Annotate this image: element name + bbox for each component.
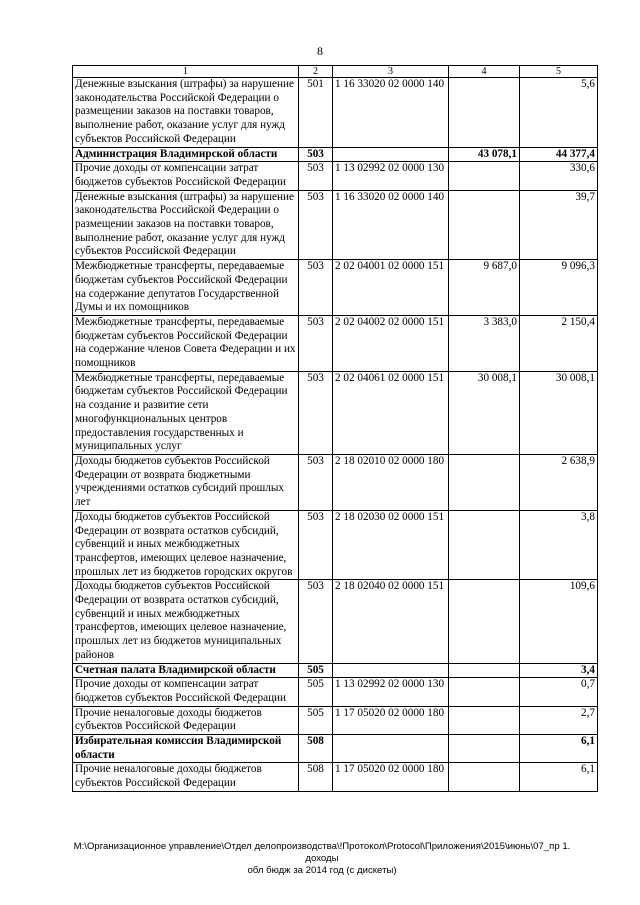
header-col-3: 3 [333, 66, 449, 78]
admin-code: 505 [299, 706, 333, 734]
admin-code: 503 [299, 315, 333, 371]
admin-code: 508 [299, 763, 333, 791]
actual-amount: 2 638,9 [520, 454, 598, 510]
budget-code: 1 13 02992 02 0000 130 [333, 162, 449, 190]
table-row [73, 315, 598, 371]
planned-amount [449, 454, 520, 510]
planned-amount: 30 008,1 [449, 371, 520, 454]
row-name: Межбюджетные трансферты, передаваемые бюджетам субъектов Российской Федерации на содержание членов Совета Федерации и их помощников [73, 315, 299, 371]
row-name: Доходы бюджетов субъектов Российской Федерации от возврата остатков субсидий, субвенций и иных межбюджетных трансфертов, имеющих целевое назначение, прошлых лет из бюджетов городских округов [73, 510, 299, 580]
actual-amount: 0,7 [520, 678, 598, 706]
admin-code: 501 [299, 78, 333, 148]
table-row [73, 706, 598, 734]
header-col-2: 2 [299, 66, 333, 78]
actual-amount: 330,6 [520, 162, 598, 190]
budget-code: 2 18 02040 02 0000 151 [333, 580, 449, 663]
actual-amount: 39,7 [520, 190, 598, 260]
admin-code: 503 [299, 190, 333, 260]
admin-code: 503 [299, 162, 333, 190]
admin-code: 503 [299, 371, 333, 454]
admin-code: 503 [299, 147, 333, 162]
actual-amount: 6,1 [520, 763, 598, 791]
section-row [73, 735, 598, 763]
budget-code: 1 16 33020 02 0000 140 [333, 190, 449, 260]
budget-code: 2 18 02030 02 0000 151 [333, 510, 449, 580]
planned-amount [449, 190, 520, 260]
budget-code: 2 02 04002 02 0000 151 [333, 315, 449, 371]
page-number: 8 [317, 44, 323, 58]
budget-code: 2 18 02010 02 0000 180 [333, 454, 449, 510]
footer-line-1: M:\Организационное управление\Отдел делопроизводства\!Протокол\Protocol\Приложения\2015\июнь\07_пр 1. доходы [73, 841, 571, 864]
actual-amount: 2 150,4 [520, 315, 598, 371]
table-row [73, 763, 598, 791]
actual-amount: 3,8 [520, 510, 598, 580]
table-row [73, 580, 598, 663]
planned-amount [449, 78, 520, 148]
admin-code: 503 [299, 510, 333, 580]
actual-amount: 9 096,3 [520, 260, 598, 316]
row-name: Прочие доходы от компенсации затрат бюджетов субъектов Российской Федерации [73, 162, 299, 190]
actual-amount: 5,6 [520, 78, 598, 148]
table-row [73, 510, 598, 580]
table-row [73, 190, 598, 260]
row-name: Прочие неналоговые доходы бюджетов субъектов Российской Федерации [73, 763, 299, 791]
admin-code: 503 [299, 260, 333, 316]
budget-code [333, 663, 449, 678]
budget-code [333, 147, 449, 162]
row-name: Прочие доходы от компенсации затрат бюджетов субъектов Российской Федерации [73, 678, 299, 706]
planned-amount [449, 162, 520, 190]
planned-amount [449, 706, 520, 734]
row-name: Межбюджетные трансферты, передаваемые бюджетам субъектов Российской Федерации на содержание депутатов Государственной Думы и их помощников [73, 260, 299, 316]
actual-amount: 6,1 [520, 735, 598, 763]
header-row [73, 66, 598, 78]
admin-code: 503 [299, 580, 333, 663]
footer-line-2: обл бюдж за 2014 год (с дискеты) [247, 865, 397, 876]
row-name: Доходы бюджетов субъектов Российской Федерации от возврата бюджетными учреждениями остатков субсидий прошлых лет [73, 454, 299, 510]
section-row [73, 147, 598, 162]
row-name: Администрация Владимирской области [73, 147, 299, 162]
table-row [73, 260, 598, 316]
budget-code: 1 13 02992 02 0000 130 [333, 678, 449, 706]
admin-code: 505 [299, 663, 333, 678]
planned-amount [449, 735, 520, 763]
row-name: Счетная палата Владимирской области [73, 663, 299, 678]
table-row [73, 162, 598, 190]
planned-amount [449, 663, 520, 678]
actual-amount: 2,7 [520, 706, 598, 734]
header-col-1: 1 [73, 66, 299, 78]
budget-code: 1 17 05020 02 0000 180 [333, 763, 449, 791]
budget-code: 1 17 05020 02 0000 180 [333, 706, 449, 734]
file-path-footer [62, 841, 582, 877]
budget-code: 2 02 04001 02 0000 151 [333, 260, 449, 316]
planned-amount [449, 580, 520, 663]
budget-code: 2 02 04061 02 0000 151 [333, 371, 449, 454]
table-row [73, 371, 598, 454]
table-row [73, 678, 598, 706]
admin-code: 503 [299, 454, 333, 510]
revenue-table [72, 65, 598, 792]
row-name: Избирательная комиссия Владимирской области [73, 735, 299, 763]
row-name: Денежные взыскания (штрафы) за нарушение законодательства Российской Федерации о размещении заказов на поставки товаров, выполнение работ, оказание услуг для нужд субъектов Российской Федерации [73, 78, 299, 148]
header-col-4: 4 [449, 66, 520, 78]
actual-amount: 3,4 [520, 663, 598, 678]
row-name: Прочие неналоговые доходы бюджетов субъектов Российской Федерации [73, 706, 299, 734]
budget-code [333, 735, 449, 763]
row-name: Доходы бюджетов субъектов Российской Федерации от возврата остатков субсидий, субвенций и иных межбюджетных трансфертов, имеющих целевое назначение, прошлых лет из бюджетов муниципальных районов [73, 580, 299, 663]
planned-amount: 43 078,1 [449, 147, 520, 162]
planned-amount [449, 678, 520, 706]
actual-amount: 30 008,1 [520, 371, 598, 454]
budget-code: 1 16 33020 02 0000 140 [333, 78, 449, 148]
table-row [73, 454, 598, 510]
actual-amount: 44 377,4 [520, 147, 598, 162]
planned-amount: 9 687,0 [449, 260, 520, 316]
planned-amount [449, 763, 520, 791]
row-name: Денежные взыскания (штрафы) за нарушение законодательства Российской Федерации о размещении заказов на поставки товаров, выполнение работ, оказание услуг для нужд субъектов Российской Федерации [73, 190, 299, 260]
admin-code: 508 [299, 735, 333, 763]
table-row [73, 78, 598, 148]
admin-code: 505 [299, 678, 333, 706]
actual-amount: 109,6 [520, 580, 598, 663]
header-col-5: 5 [520, 66, 598, 78]
planned-amount: 3 383,0 [449, 315, 520, 371]
planned-amount [449, 510, 520, 580]
row-name: Межбюджетные трансферты, передаваемые бюджетам субъектов Российской Федерации на создание и развитие сети многофункциональных центров предоставления государственных и муниципальных услуг [73, 371, 299, 454]
section-row [73, 663, 598, 678]
